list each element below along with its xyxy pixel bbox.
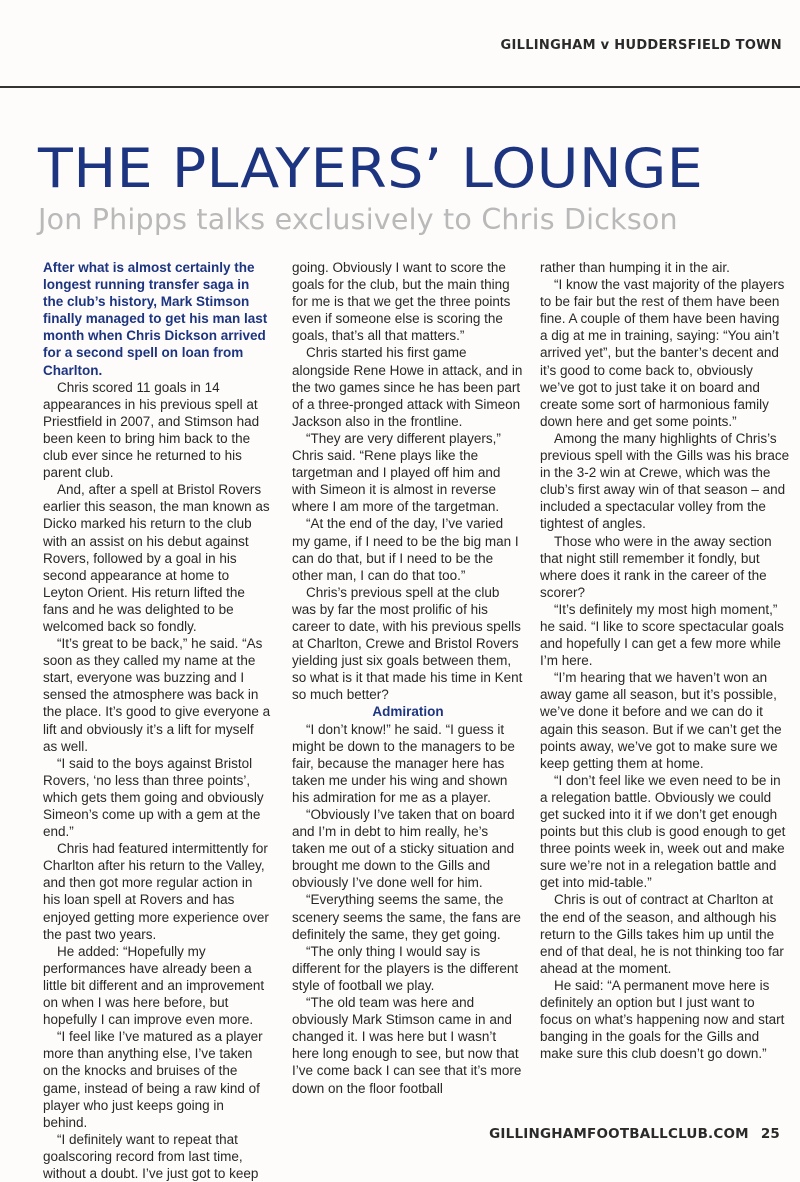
paragraph: Among the many highlights of Chris’s previous spell with the Gills was his brace in the 3-2 win at Crewe, which was the club’s first away win of that season – and included a spectacular volley from the tightest of angles.	[540, 430, 790, 532]
intro-paragraph: After what is almost certainly the longest running transfer saga in the club’s history, Mark Stimson finally managed to get his man last month when Chris Dickson arrived for a second spell on loan from Charlton.	[43, 260, 268, 378]
paragraph: “The old team was here and obviously Mark Stimson came in and changed it. I was here but I wasn’t here long enough to see, but now that I’ve come back I can see that it’s more down on the floor football	[292, 995, 522, 1096]
paragraph: rather than humping it in the air.	[540, 260, 730, 275]
column-3	[540, 259, 790, 1062]
paragraph: He said: “A permanent move here is definitely an option but I just want to focus on what’s happening now and start banging in the goals for the Gills and make sure this club doesn’t go down.”	[540, 977, 785, 1062]
column-2	[292, 259, 524, 1097]
paragraph: Chris started his first game alongside Rene Howe in attack, and in the two games since he has been part of a three-pronged attack with Simeon Jackson also in the frontline.	[292, 345, 523, 429]
paragraph: Chris had featured intermittently for Charlton after his return to the Valley, and then got more regular action in his loan spell at Rovers and has enjoyed getting more experience over the past two years.	[43, 841, 269, 942]
header-divider	[0, 86, 800, 88]
paragraph: “It’s great to be back,” he said. “As soon as they called my name at the start, everyone was buzzing and I sensed the atmosphere was back in the place. It’s good to give everyone a lift and obviously it’s a lift for myself as well.	[43, 636, 271, 754]
article-subtitle: Jon Phipps talks exclusively to Chris Dickson	[38, 203, 678, 236]
article-title: THE PLAYERS’ LOUNGE	[38, 137, 704, 201]
paragraph: “The only thing I would say is different for the players is the different style of football we play.	[292, 943, 519, 993]
paragraph: He added: “Hopefully my performances have already been a little bit different and an improvement on when I was here before, but hopefully I can improve even more.	[43, 943, 265, 1028]
paragraph: “I don’t feel like we even need to be in a relegation battle. Obviously we could get sucked into it if we don’t get enough points but this club is good enough to get three points week in, week out and make sure we’re not in a relegation battle and get into mid-table.”	[540, 772, 786, 891]
paragraph: going. Obviously I want to score the goals for the club, but the main thing for me is that we get the three points even if someone else is scoring the goals, that’s all that matters.”	[292, 260, 511, 344]
match-title: GILLINGHAM v HUDDERSFIELD TOWN	[500, 38, 782, 53]
paragraph: “I feel like I’ve matured as a player more than anything else, I’ve taken on the knocks and bruises of the game, instead of being a raw kind of player who just keeps going in behind.	[43, 1029, 263, 1130]
paragraph: Chris is out of contract at Charlton at the end of the season, and although his return to the Gills takes him up until the end of that deal, he is not thinking too far ahead at the moment.	[540, 892, 784, 976]
section-subheading: Admiration	[372, 704, 444, 720]
paragraph: Chris’s previous spell at the club was by far the most prolific of his career to date, with his previous spells at Charlton, Crewe and Bristol Rovers yielding just six goals between them, so what is it that made his time in Kent so much better?	[292, 584, 523, 703]
paragraph: “I said to the boys against Bristol Rovers, ‘no less than three points’, which gets them going and obviously Simeon’s come up with a gem at the end.”	[43, 755, 264, 840]
paragraph: Chris scored 11 goals in 14 appearances in his previous spell at Priestfield in 2007, and Stimson had been keen to bring him back to the club ever since he returned to his parent club.	[43, 379, 260, 481]
paragraph: “I don’t know!” he said. “I guess it might be down to the managers to be fair, because the manager here has taken me under his wing and shown his admiration for me as a player.	[292, 721, 515, 805]
paragraph: Those who were in the away section that night still remember it fondly, but where does it rank in the career of the scorer?	[540, 533, 772, 600]
paragraph: “They are very different players,” Chris said. “Rene plays like the targetman and I played off him and with Simeon it is almost in reverse where I am more of the targetman.	[292, 430, 501, 515]
paragraph: “Obviously I’ve taken that on board and I’m in debt to him really, he’s taken me out of a sticky situation and brought me down to the Gills and obviously I’ve done well for him.	[292, 807, 515, 891]
page-header	[0, 0, 800, 88]
website-url: GILLINGHAMFOOTBALLCLUB.COM	[489, 1126, 749, 1142]
page-footer	[489, 1126, 780, 1142]
paragraph: “Everything seems the same, the scenery seems the same, the fans are definitely the same, they get going.	[292, 892, 521, 942]
page-number: 25	[760, 1126, 780, 1142]
paragraph: “It’s definitely my most high moment,” he said. “I like to score spectacular goals and hopefully I can get a few more while I’m here.	[540, 601, 784, 669]
paragraph: “At the end of the day, I’ve varied my game, if I need to be the big man I can do that, but if I need to be the other man, I can do that too.”	[292, 516, 519, 583]
paragraph: “I’m hearing that we haven’t won an away game all season, but it’s possible, we’ve done it before and we can do it again this season. But if we can’t get the points away, we’ve got to make sure we keep getting them at home.	[540, 670, 782, 771]
paragraph: “I know the vast majority of the players to be fair but the rest of them have been fine. A couple of them have been having a dig at me in training, saying: “You ain’t arrived yet”, but the banter’s decent and it’s good to come back to, obviously we’ve got to just take it on board and create some sort of harmonious family down here and get some points.”	[540, 277, 785, 429]
column-1	[43, 259, 271, 1182]
paragraph: “I definitely want to repeat that goalscoring record from last time, without a doubt. I’ve just got to keep	[43, 1131, 259, 1181]
paragraph: And, after a spell at Bristol Rovers earlier this season, the man known as Dicko marked his return to the club with an assist on his debut against Rovers, followed by a goal in his second appearance at home to Leyton Orient. His return lifted the fans and he was delighted to be welcomed back so fondly.	[43, 482, 270, 634]
